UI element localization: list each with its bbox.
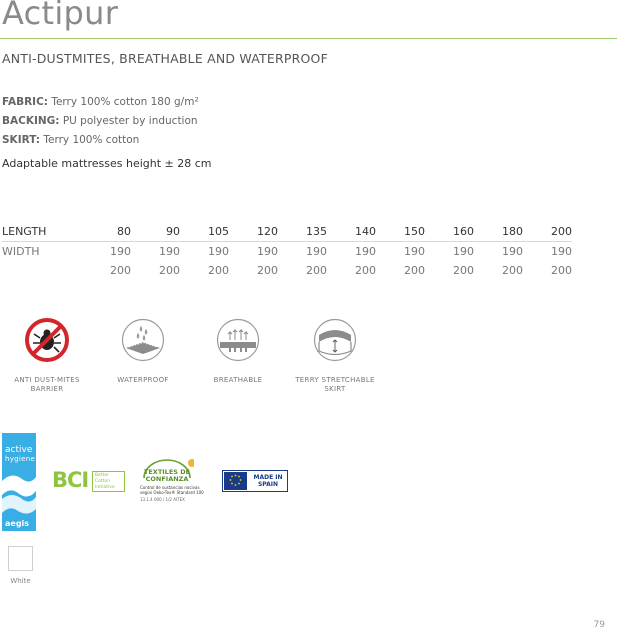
length-cell: 120 [229,222,278,242]
length-label: LENGTH [2,222,82,242]
spec-key: BACKING: [2,115,60,127]
table-row-width-alt [2,261,572,280]
length-cell: 180 [474,222,523,242]
width-cell: 190 [306,245,327,258]
feature-label: BREATHABLE [213,376,263,384]
length-cell: 135 [278,222,327,242]
width-label: WIDTH [2,245,40,258]
size-table [2,222,572,280]
eu-flag-icon [224,472,247,490]
colour-swatch-label: White [10,577,31,585]
width-cell: 190 [208,245,229,258]
title-divider [0,38,617,39]
width-cell: 190 [355,245,376,258]
stretchable-skirt-icon [313,318,357,362]
width-cell: 200 [502,264,523,277]
length-cell: 80 [82,222,131,242]
width-cell: 200 [208,264,229,277]
width-cell: 200 [257,264,278,277]
width-cell: 200 [110,264,131,277]
feature-waterproof [103,318,183,385]
spec-value: Terry 100% cotton [40,134,140,146]
length-cell: 150 [376,222,425,242]
aegis-active-hygiene-logo: active hygiene aegis [2,433,36,531]
width-cell: 200 [551,264,572,277]
width-cell: 200 [159,264,180,277]
spec-skirt [2,134,139,146]
width-cell: 190 [551,245,572,258]
oeko-tex-logo: TEXTILES DE CONFIANZA Control de sustancias nocivas según Oeko-Tex® Standard 100 13.1.4 000 / 1/2 AITEX [140,458,208,504]
adaptable-height-note: Adaptable mattresses height ± 28 cm [2,157,212,170]
width-cell: 200 [453,264,474,277]
feature-label: ANTI DUST-MITES BARRIER [14,376,80,393]
length-cell: 160 [425,222,474,242]
width-cell: 190 [110,245,131,258]
page-number: 79 [593,620,605,630]
width-cell: 200 [404,264,425,277]
width-cell: 190 [159,245,180,258]
breathable-icon [216,318,260,362]
made-in-spain-logo: MADE IN SPAIN [222,470,288,492]
table-row-width [2,242,572,262]
table-row-length [2,222,572,242]
bci-logo: BCI Better Cotton Initiative [52,470,126,494]
spec-value: PU polyester by induction [59,115,198,127]
spec-fabric [2,96,199,108]
width-cell: 190 [257,245,278,258]
feature-stretchable-skirt [295,318,375,394]
length-cell: 200 [523,222,572,242]
feature-label: TERRY STRETCHABLE SKIRT [295,376,375,393]
colour-swatch-white [8,546,33,571]
length-cell: 90 [131,222,180,242]
width-cell: 190 [502,245,523,258]
spec-key: FABRIC: [2,96,48,108]
spec-key: SKIRT: [2,134,41,146]
feature-anti-dust-mites [7,318,87,394]
width-cell: 190 [404,245,425,258]
width-cell: 190 [453,245,474,258]
product-subtitle: ANTI-DUSTMITES, BREATHABLE AND WATERPROOF [2,51,328,66]
spec-value: Terry 100% cotton 180 g/m² [48,96,199,108]
length-cell: 105 [180,222,229,242]
spec-backing [2,115,198,127]
feature-label: WATERPROOF [117,376,169,384]
length-cell: 140 [327,222,376,242]
width-cell: 200 [306,264,327,277]
width-cell: 200 [355,264,376,277]
anti-dust-mites-icon [25,318,69,362]
aegis-wave-icon [2,469,36,519]
waterproof-icon [121,318,165,362]
page-title: Actipur [2,0,119,32]
feature-breathable [198,318,278,385]
